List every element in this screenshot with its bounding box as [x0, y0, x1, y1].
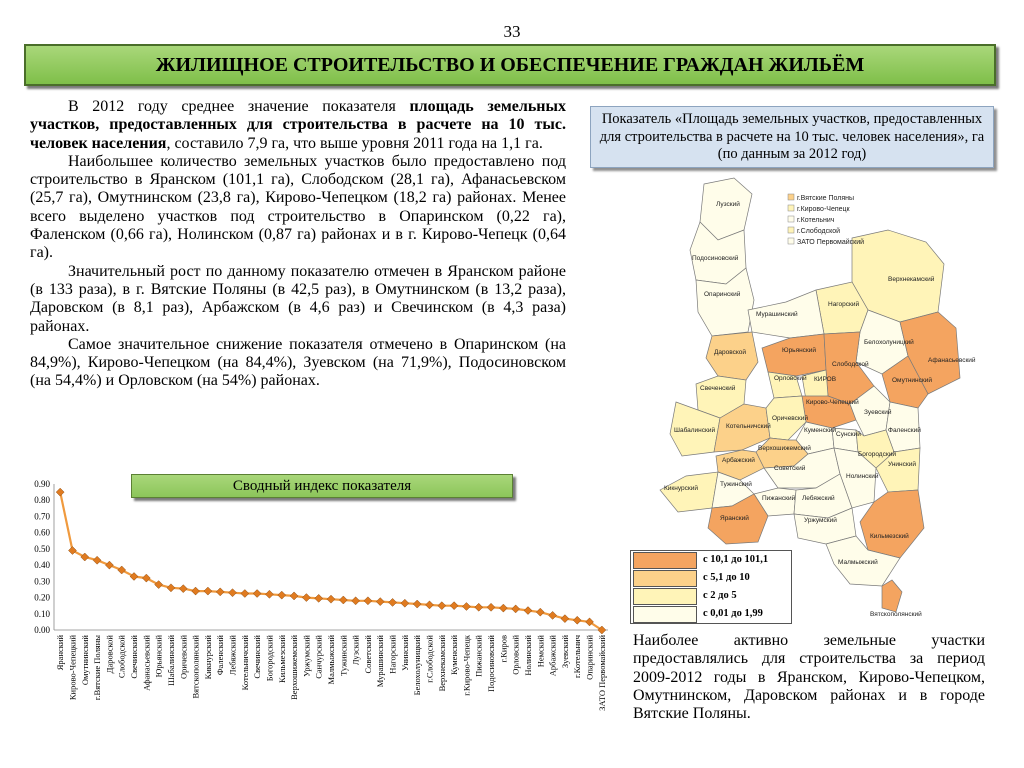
chart-point-38: [524, 607, 532, 615]
chart-point-8: [155, 581, 163, 589]
intro-paragraph-2: Наибольшее количество земельных участков было предоставлено под строительство в Яранском (101,1 га), Слободском (28,1 га), Афанасьевском (25,7 га), Омутнинском (23,8 га), Кирово-Чепецком (18,2 га) районах. Менее всего выделено участков под строительство в Опаринском (0,22 га), Фаленском (0,66 га), Нолинском (0,87 га) районах и в г. Кирово-Чепецк (0,64 га).: [30, 152, 566, 262]
map-legend-slob-city: г.Слободской: [797, 228, 841, 235]
chart-point-21: [315, 594, 323, 602]
legend-label-2: с 5,1 до 10: [703, 572, 750, 583]
map-label-yaran: Яранский: [720, 515, 749, 522]
chart-point-20: [302, 594, 310, 602]
chart-x-label-8: Юрьянский: [153, 635, 164, 678]
intro-p1-bold: площадь земельных участков, предоставленных для строительства в расчете на 10 тыс. человек населения: [30, 98, 567, 152]
legend-row-3: [631, 587, 791, 605]
chart-x-label-2: Омутнинский: [79, 635, 90, 686]
map-label-verhkam: Верхнекамский: [888, 276, 935, 283]
map-label-kiknur: Кикнурский: [664, 485, 698, 492]
chart-point-27: [389, 598, 397, 606]
chart-point-15: [241, 590, 249, 598]
chart-x-label-21: Санчурский: [313, 635, 324, 679]
summary-index-chart: [28, 470, 618, 768]
map-label-lebyazh: Лебяжский: [802, 495, 835, 502]
map-label-unin: Унинский: [888, 461, 917, 468]
chart-point-30: [425, 601, 433, 609]
map-label-bogor: Богородский: [858, 451, 896, 458]
chart-x-label-19: Верхошижемский: [289, 635, 300, 700]
bottom-summary-text: Наиболее активно земельные участки предоставлялись для строительства за период 2009-2012 годы в Яранском, Кирово-Чепецком, Омутнинском, Даровском районах и в городе Вятские Поляны.: [633, 632, 985, 723]
chart-point-29: [413, 600, 421, 608]
chart-x-label-35: Подосиновский: [486, 635, 497, 693]
map-label-sunsk: Сунский: [836, 431, 861, 438]
chart-x-label-43: Опаринский: [584, 635, 595, 680]
chart-point-36: [499, 604, 507, 612]
chart-point-18: [278, 591, 286, 599]
chart-point-9: [167, 584, 175, 592]
chart-x-label-27: Нагорский: [387, 635, 398, 674]
map-label-sovet: Советский: [774, 465, 806, 472]
chart-x-label-34: Пижанский: [473, 635, 484, 677]
chart-y-tick-8: 0.80: [34, 495, 50, 506]
map-legend-vyatpol-city: г.Вятские Поляны: [797, 195, 855, 202]
chart-point-2: [81, 553, 89, 561]
chart-point-25: [364, 597, 372, 605]
map-label-kilmez: Кильмезский: [870, 533, 909, 540]
chart-x-label-9: Шабалинский: [165, 635, 176, 686]
chart-x-label-23: Тужинский: [338, 635, 349, 676]
chart-point-26: [376, 598, 384, 606]
chart-point-31: [438, 602, 446, 610]
chart-x-label-4: Даровской: [104, 635, 115, 674]
chart-x-label-5: Слободской: [116, 635, 127, 679]
chart-point-1: [68, 547, 76, 555]
chart-x-label-28: Унинский: [399, 635, 410, 671]
legend-swatch-3: [633, 588, 697, 605]
intro-p1-end: , составило 7,9 га, что выше уровня 2011 года на 1,1 га.: [166, 134, 543, 152]
legend-row-2: [631, 569, 791, 587]
chart-point-22: [327, 595, 335, 603]
chart-point-10: [179, 585, 187, 593]
map-label-kchep: Кирово-Чепецкий: [806, 399, 859, 406]
chart-point-24: [352, 597, 360, 605]
map-label-nagor: Нагорский: [828, 301, 860, 308]
chart-x-label-40: Арбажский: [547, 635, 558, 677]
map-label-shab: Шабалинский: [674, 427, 716, 434]
map-label-kirov: КИРОВ: [814, 376, 837, 383]
chart-point-42: [573, 616, 581, 624]
chart-point-39: [536, 608, 544, 616]
map-label-orlov: Орловский: [774, 375, 807, 382]
map-label-zuev: Зуевский: [864, 409, 892, 416]
map-region-kiknur: [660, 472, 718, 512]
chart-y-tick-1: 0.10: [34, 608, 50, 619]
map-label-urzhum: Уржумский: [804, 517, 837, 524]
map-title: Показатель «Площадь земельных участков, предоставленных для строительства в расчете на 10 тыс. человек населения», га (по данным за 2012 год): [590, 106, 994, 168]
chart-x-label-39: Немский: [535, 635, 546, 668]
map-label-afan: Афанасьевский: [928, 357, 976, 364]
chart-point-34: [475, 603, 483, 611]
chart-point-12: [204, 587, 212, 595]
chart-point-11: [192, 587, 200, 595]
chart-y-tick-2: 0.20: [34, 592, 50, 603]
chart-x-label-41: Зуевский: [559, 635, 570, 669]
chart-x-label-12: Кикнурский: [202, 635, 213, 680]
chart-point-17: [265, 590, 273, 598]
legend-row-1: [631, 551, 791, 569]
map-label-yuryan: Юрьянский: [782, 347, 817, 354]
map-region-vyatpol: [882, 580, 902, 612]
map-label-podos: Подосиновский: [692, 255, 739, 262]
map-legend-kotel-city: г.Котельнич: [797, 217, 835, 224]
chart-x-label-36: г.Киров: [498, 635, 509, 663]
chart-point-32: [450, 602, 458, 610]
intro-text: [30, 98, 566, 391]
chart-point-6: [130, 572, 138, 580]
chart-x-label-25: Советский: [362, 635, 373, 674]
chart-point-7: [142, 574, 150, 582]
intro-paragraph-4: Самое значительное снижение показателя отмечено в Опаринском (на 84,9%), Кирово-Чепецком (на 84,4%), Зуевском (на 71,9%), Подосиновском (на 54,4%) и Орловском (на 54%) районах.: [30, 335, 566, 390]
chart-y-tick-4: 0.40: [34, 560, 50, 571]
chart-x-label-42: г.Котельнич: [572, 635, 583, 679]
page-header: ЖИЛИЩНОЕ СТРОИТЕЛЬСТВО И ОБЕСПЕЧЕНИЕ ГРАЖДАН ЖИЛЬЁМ: [24, 44, 996, 86]
map-label-kotel: Котельничский: [726, 423, 771, 430]
map-label-darov: Даровской: [714, 349, 747, 356]
map-label-svech: Свеченский: [700, 385, 736, 392]
map-legend-kchep-city: г.Кирово-Чепецк: [797, 206, 850, 213]
chart-x-label-17: Богородский: [264, 635, 275, 682]
map-label-tuzh: Тужинский: [720, 481, 752, 488]
map-label-murash: Мурашинский: [756, 311, 798, 318]
chart-x-label-24: Лузский: [350, 635, 361, 666]
chart-x-label-38: Нолинский: [522, 635, 533, 676]
chart-x-label-3: г.Вятские Поляны: [92, 635, 103, 701]
chart-x-label-32: Куменский: [449, 635, 460, 675]
chart-y-tick-6: 0.60: [34, 527, 50, 538]
chart-point-14: [229, 589, 237, 597]
chart-series-line: [60, 492, 602, 630]
chart-x-label-7: Афанасьевский: [141, 635, 152, 691]
map-label-omut: Омутнинский: [892, 377, 932, 384]
chart-x-label-20: Уржумский: [301, 635, 312, 677]
map-legend: [630, 550, 792, 624]
chart-x-label-31: Верхнекамский: [436, 635, 447, 692]
chart-y-tick-5: 0.50: [34, 543, 50, 554]
chart-point-33: [462, 602, 470, 610]
legend-row-4: [631, 605, 791, 623]
page-number: 33: [503, 22, 521, 41]
map-label-malmyzh: Малмыжский: [838, 559, 878, 566]
chart-x-label-0: Яранский: [55, 635, 66, 671]
chart-x-label-14: Лебяжский: [227, 635, 238, 676]
chart-x-label-6: Свечинский: [129, 635, 140, 679]
chart-x-label-44: ЗАТО Первомайский: [596, 635, 607, 711]
chart-point-0: [56, 488, 64, 496]
map-label-vyatpol: Вятскополянский: [870, 611, 922, 618]
legend-swatch-2: [633, 570, 697, 587]
chart-x-label-16: Свечинский: [252, 635, 263, 679]
map-label-arbazh: Арбажский: [722, 457, 755, 464]
chart-x-label-13: Фаленский: [215, 635, 226, 676]
map-label-pizhan: Пижанский: [762, 495, 796, 502]
legend-swatch-4: [633, 606, 697, 623]
legend-label-4: с 0,01 до 1,99: [703, 608, 763, 619]
map-label-orich: Оричевский: [772, 415, 809, 422]
chart-point-19: [290, 592, 298, 600]
chart-x-label-1: Кирово-Чепецкий: [67, 635, 78, 701]
chart-x-label-22: Малмыжский: [326, 635, 336, 685]
intro-paragraph-1: [30, 98, 566, 153]
chart-x-label-29: Белохолуницкий: [412, 635, 423, 696]
chart-point-4: [105, 561, 113, 569]
legend-label-1: с 10,1 до 101,1: [703, 554, 769, 565]
map-label-oparin: Опаринский: [704, 291, 741, 298]
map-label-nolin: Нолинский: [846, 473, 879, 480]
chart-x-label-18: Кильмезский: [276, 635, 287, 683]
map-label-luza: Лузский: [716, 201, 740, 208]
chart-title: Сводный индекс показателя: [131, 474, 513, 498]
map-label-verhosh: Верхошижемский: [758, 445, 811, 452]
map-label-slob: Слободской: [832, 361, 869, 368]
chart-point-23: [339, 596, 347, 604]
chart-point-37: [512, 605, 520, 613]
chart-x-label-30: г.Слободской: [424, 635, 435, 683]
intro-paragraph-3: Значительный рост по данному показателю отмечен в Яранском районе (в 133 раза), в г. Вятские Поляны (в 42,5 раз), в Омутнинском (в 13,2 раза), Даровском (в 8,1 раз), Арбажском (в 4,6 раз) и Свечинском (в 4,3 раза) районах.: [30, 262, 566, 335]
chart-x-label-26: Мурашинский: [375, 635, 386, 688]
map-region-yuryan: [762, 334, 826, 376]
chart-y-tick-3: 0.30: [34, 576, 50, 587]
chart-x-label-11: Вятскополянский: [190, 635, 201, 699]
chart-y-tick-9: 0.90: [34, 479, 50, 489]
map-legend-zato: ЗАТО Первомайский: [797, 239, 865, 246]
map-label-belokh: Белохолуницкий: [864, 339, 914, 346]
chart-point-35: [487, 603, 495, 611]
chart-point-5: [118, 566, 126, 574]
chart-point-13: [216, 588, 224, 596]
intro-p1-start: В 2012 году среднее значение показателя: [68, 98, 410, 115]
chart-x-label-33: г.Кирово-Чепецк: [461, 635, 472, 696]
chart-x-label-10: Оричевский: [178, 635, 189, 679]
chart-y-tick-0: 0.00: [34, 625, 50, 635]
map-label-kumen: Куменский: [804, 427, 836, 434]
chart-point-40: [549, 611, 557, 619]
map-inner-legend: [788, 194, 864, 246]
chart-y-tick-7: 0.70: [34, 511, 50, 522]
chart-x-label-15: Котельничский: [239, 635, 250, 691]
map-label-falen: Фаленский: [888, 427, 921, 434]
chart-point-28: [401, 599, 409, 607]
legend-swatch-1: [633, 552, 697, 569]
chart-point-41: [561, 615, 569, 623]
map-region-darov: [706, 332, 758, 380]
chart-point-16: [253, 590, 261, 598]
chart-point-3: [93, 556, 101, 564]
legend-label-3: с 2 до 5: [703, 590, 737, 601]
chart-x-label-37: Орловский: [510, 635, 521, 675]
